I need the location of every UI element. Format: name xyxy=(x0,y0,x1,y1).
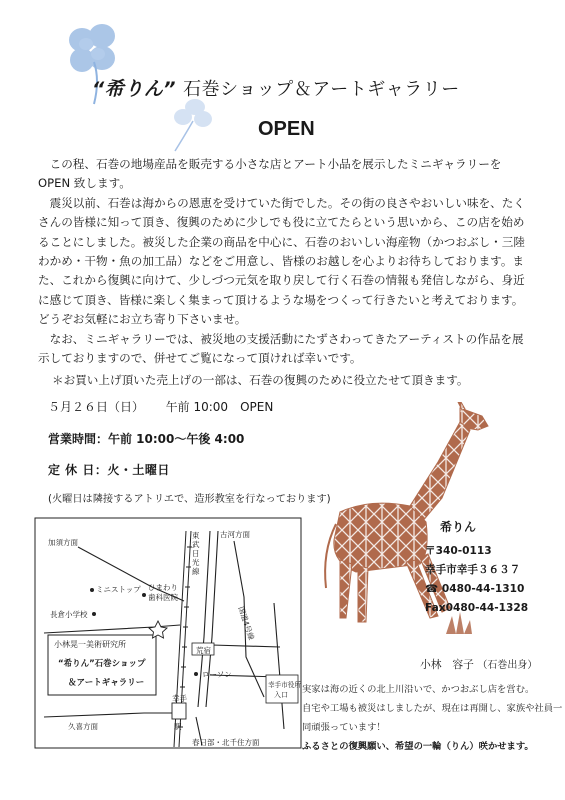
map-box-line2: “希りん”石巻ショップ xyxy=(58,659,146,669)
phone-number: 0480-44-1310 xyxy=(441,583,525,595)
open-time: 午前 10:00 OPEN xyxy=(165,400,274,414)
bio-line: 実家は海の近くの北上川沿いで、かつおぶし店を営む。 xyxy=(302,684,535,695)
map-label-tobu-line: 東武日光線 xyxy=(192,531,200,576)
bio-line: ふるさとの復興願い、希望の一輪（りん）咲かせます。 xyxy=(302,741,534,752)
map-label-himawari: ひまわり xyxy=(148,583,178,592)
map-label-ministop: ミニストップ xyxy=(96,585,141,594)
paragraph: なお、ミニギャラリーでは、被災地の支援活動にたずさわってきたアーティストの作品を展示しておりますので、併せてご覧になって頂ければ幸いです。 xyxy=(38,331,524,366)
postal-code: 〒340-0113 xyxy=(425,545,492,557)
date-text: ５月２６日（日） xyxy=(48,400,145,414)
body-text xyxy=(38,155,528,368)
map-label-koga: 古河方面 xyxy=(220,530,250,539)
address: 幸手市幸手３６３７ xyxy=(425,564,521,576)
paragraph: この程、石巻の地場産品を販売する小さな店とアート小品を展示したミニギャラリーをOPEN 致します。 xyxy=(38,157,502,191)
map-label-nagakura: 長倉小学校 xyxy=(50,610,88,619)
shop-name: 希りん xyxy=(440,520,477,534)
map-label-route4: 国道4号線 xyxy=(236,605,256,642)
owner-origin: （石巻出身） xyxy=(477,660,538,671)
map-box-line3: ＆アートギャラリー xyxy=(68,678,145,688)
map-label-himawari-clinic: 歯科医院 xyxy=(148,593,178,602)
map-box-line1: 小林晃一美術研究所 xyxy=(54,640,126,649)
bio-line: 自宅や工場も被災はしましたが、現在は再開し、家族や社員一 xyxy=(302,703,563,714)
closed-note: (火曜日は隣接するアトリエで、造形教室を行なっております) xyxy=(48,494,331,505)
map-label-lawson: ローソン xyxy=(202,670,232,679)
open-date xyxy=(48,398,273,415)
map-label-kazo: 加須方面 xyxy=(48,538,78,547)
closed-days: 定 休 日：火・土曜日 xyxy=(48,463,170,477)
phone xyxy=(425,580,528,599)
business-hours: 営業時間：午前 10:00～午後 4:00 xyxy=(48,432,245,446)
sales-note: ＊お買い上げ頂いた売上げの一部は、石巻の復興のために役立たせて頂きます。 xyxy=(52,373,469,387)
owner xyxy=(420,656,537,672)
open-heading: OPEN xyxy=(258,118,315,140)
brand-name: “希りん” xyxy=(92,78,176,100)
map-label-city-hall: 幸手市役所 xyxy=(268,681,301,689)
owner-name: 小林 容子 xyxy=(420,658,474,671)
map-label-kuki: 久喜方面 xyxy=(68,722,98,731)
map-label-aramiya: 荒宿 xyxy=(196,646,211,655)
contact-info xyxy=(425,542,528,618)
map-label-station-suffix: 駅 xyxy=(174,722,182,731)
page-title xyxy=(92,74,460,101)
access-map xyxy=(34,517,302,749)
map-label-kasukabe: 春日部・北千住方面 xyxy=(192,738,260,747)
fax: Fax0480-44-1328 xyxy=(425,602,529,614)
map-label-city-hall-entrance: 入口 xyxy=(274,691,288,699)
clover-icon xyxy=(165,95,220,155)
phone-icon: ☎ xyxy=(425,583,439,595)
subtitle: 石巻ショップ＆アートギャラリー xyxy=(183,79,460,100)
owner-bio xyxy=(302,680,562,756)
map-label-station: 幸手 xyxy=(172,694,187,703)
paragraph: 震災以前、石巻は海からの恩恵を受けていた街でした。その街の良さやおいしい味を、たくさんの皆様に知って頂き、復興のために少しでも役に立てたらという思いから、この店を始めることにしました。被災した企業の商品を中心に、石巻のおいしい海産物（かつおぶし・三陸わかめ・干物・魚の加工品）などをご用意し、皆様のお越しを心よりお待ちしております。また、これから復興に向けて、少しづつ元気を取り戻して行く石巻の情報も発信しながら、身近に感じて頂き、皆様に楽しく集まって頂けるような場をつくって行きたいと考えております。 どうぞお気軽にお立ち寄り下さいませ。 xyxy=(38,195,530,327)
bio-line: 同頑張っています！ xyxy=(302,722,386,733)
